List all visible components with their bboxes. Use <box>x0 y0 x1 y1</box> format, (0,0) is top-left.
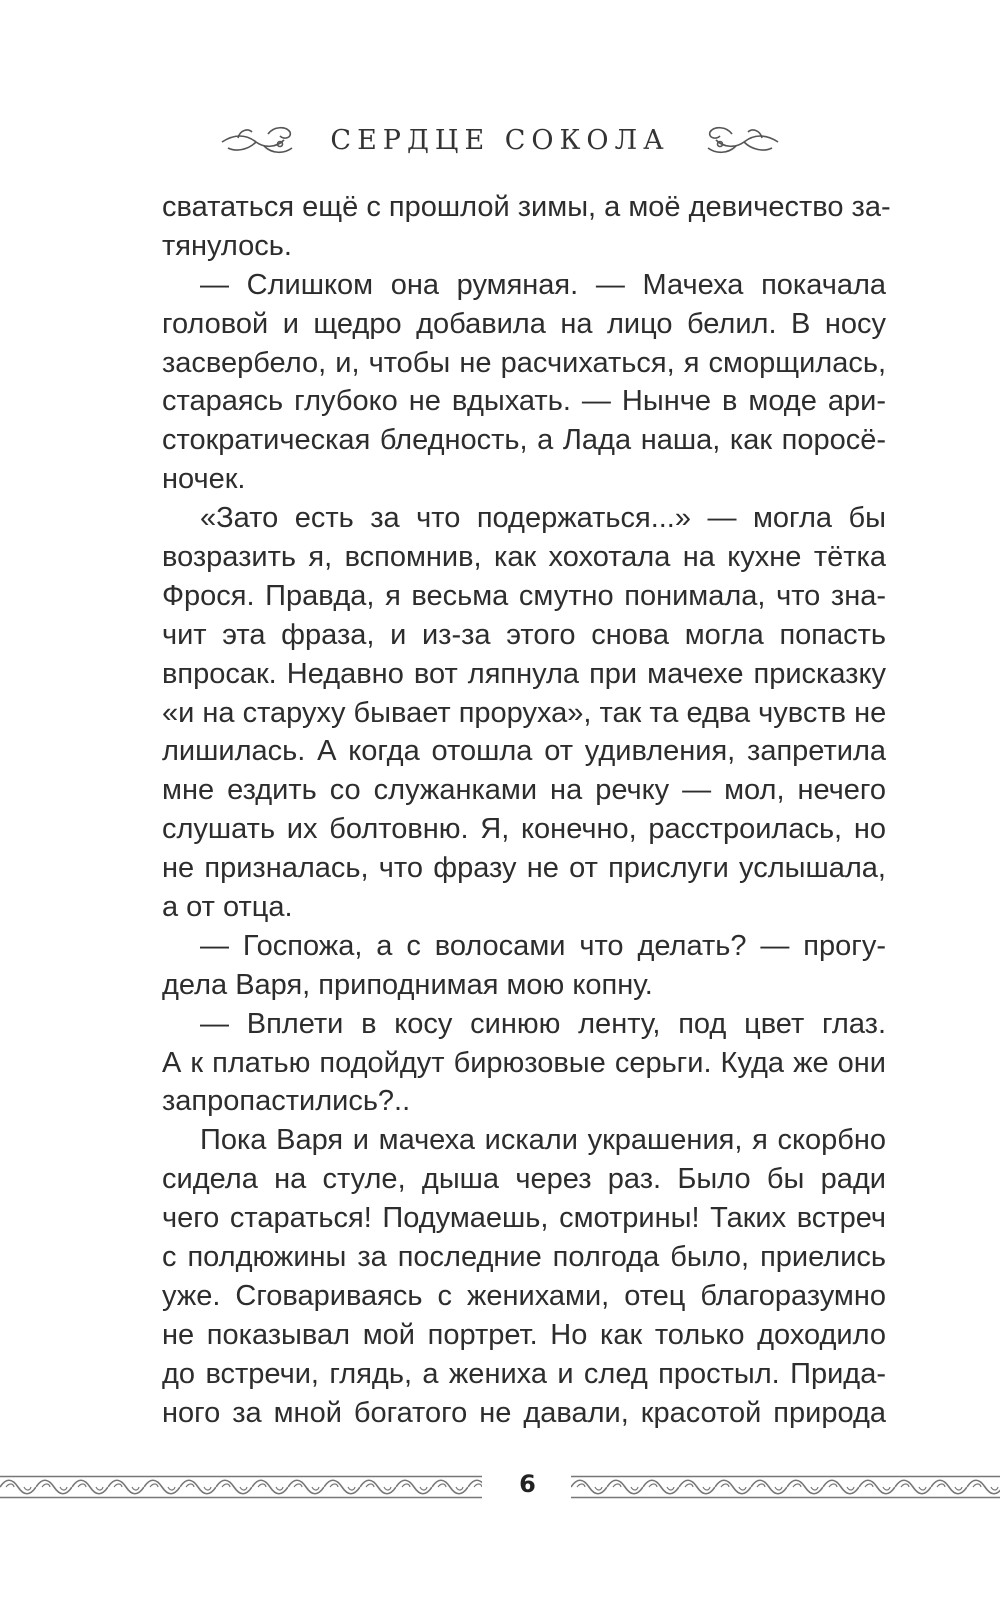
text-line: свататься ещё с прошлой зимы, а моё девичество за- <box>162 191 891 223</box>
text-line: — Вплети в косу синюю ленту, под цвет глаз. <box>200 1007 886 1040</box>
text-line: чего стараться! Подумаешь, смотрины! Таких встреч <box>162 1202 886 1235</box>
text-line: а от отца. <box>162 891 293 924</box>
text-line: стократическая бледность, а Лада наша, как поросё- <box>162 424 886 457</box>
text-line: ного за мной богатого не давали, красотой природа <box>162 1396 886 1429</box>
text-line: запропастились?.. <box>162 1085 411 1118</box>
text-line: сидела на стуле, дыша через раз. Было бы ради <box>162 1163 886 1196</box>
text-line: Фрося. Правда, я весьма смутно понимала, что зна- <box>162 579 886 612</box>
text-line: тянулось. <box>162 229 292 262</box>
text-line: ночек. <box>162 463 246 496</box>
right-flourish-icon <box>702 120 782 160</box>
text-line: Пока Варя и мачеха искали украшения, я скорбно <box>200 1124 886 1157</box>
text-line: слушать их болтовню. Я, конечно, расстроилась, но <box>162 813 886 846</box>
text-line: — Госпожа, а с волосами что делать? — прогу- <box>200 929 886 962</box>
body-text <box>162 188 891 1433</box>
text-line: уже. Сговариваясь с женихами, отец благоразумно <box>162 1279 886 1312</box>
text-line: засвербело, и, чтобы не расчихаться, я сморщилась, <box>162 346 886 379</box>
text-line: «и на старуху бывает проруха», так та едва чувств не <box>162 696 887 729</box>
text-line: не призналась, что фразу не от прислуги услышала, <box>162 852 886 885</box>
left-flourish-icon <box>218 120 298 160</box>
text-line: стараясь глубоко не вдыхать. — Нынче в моде ари- <box>162 385 886 418</box>
text-line: с полдюжины за последние полгода было, приелись <box>162 1241 886 1274</box>
text-line: не показывал мой портрет. Но как только доходило <box>162 1318 886 1351</box>
text-line: головой и щедро добавила на лицо белил. В носу <box>162 307 886 340</box>
text-line: до встречи, глядь, а жениха и след простыл. Прида- <box>162 1357 886 1390</box>
text-line: возразить я, вспомнив, как хохотала на кухне тётка <box>162 541 886 574</box>
text-line: дела Варя, приподнимая мою копну. <box>162 968 653 1001</box>
text-line: мне ездить со служанками на речку — мол, нечего <box>162 774 886 807</box>
page-number: 6 <box>519 1470 536 1498</box>
book-title: СЕРДЦЕ СОКОЛА <box>330 124 670 156</box>
text-line: А к платью подойдут бирюзовые серьги. Куда же они <box>162 1046 886 1079</box>
text-line: лишилась. А когда отошла от удивления, запретила <box>162 735 886 768</box>
running-header <box>0 118 1000 162</box>
left-ornamental-border-icon <box>0 1475 482 1499</box>
text-line: «Зато есть за что подержаться...» — могла бы <box>200 502 886 535</box>
right-ornamental-border-icon <box>571 1475 1000 1499</box>
text-line: впросак. Недавно вот ляпнула при мачехе присказку <box>162 657 886 690</box>
text-line: — Слишком она румяная. — Мачеха покачала <box>200 268 886 301</box>
text-line: чит эта фраза, и из-за этого снова могла попасть <box>162 618 886 651</box>
page-footer <box>0 1467 1000 1507</box>
